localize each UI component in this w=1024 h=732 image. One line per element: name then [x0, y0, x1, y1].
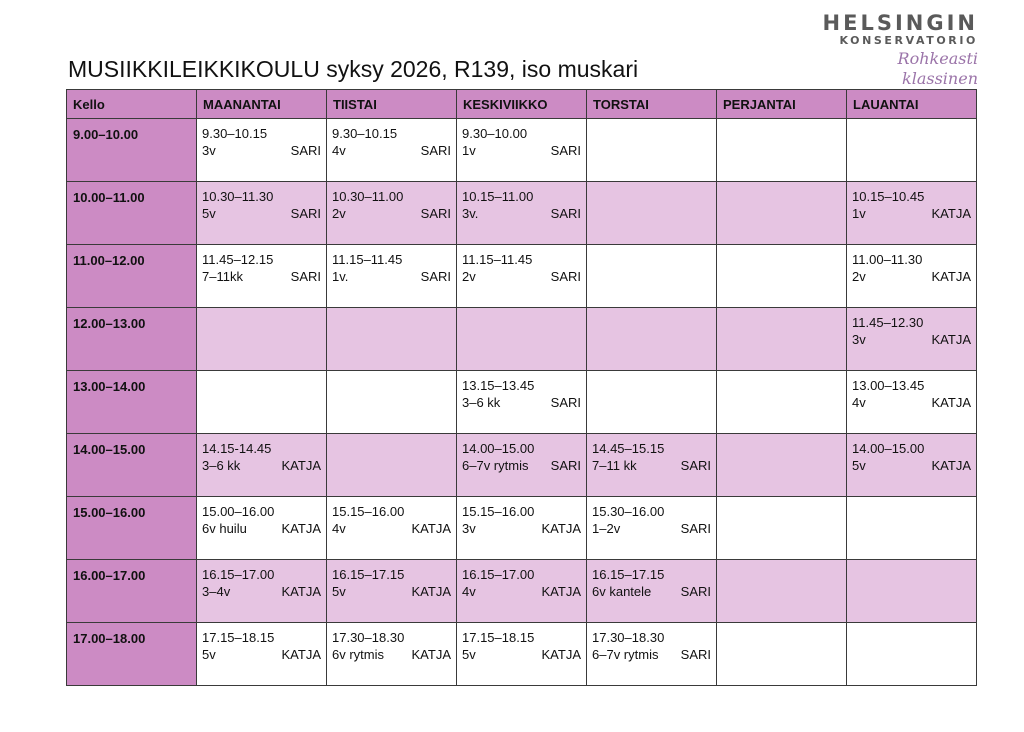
cell-friday	[717, 623, 847, 686]
cell-saturday	[847, 434, 977, 497]
lesson-info	[202, 268, 321, 285]
logo-line2: KONSERVATORIO	[839, 34, 978, 47]
header-tuesday: TIISTAI	[327, 90, 457, 119]
cell-thursday	[587, 560, 717, 623]
schedule-row	[67, 245, 977, 308]
cell-friday	[717, 371, 847, 434]
lesson-group: 5v	[202, 647, 216, 662]
cell-saturday	[847, 623, 977, 686]
cell-thursday	[587, 434, 717, 497]
lesson-entry	[457, 371, 586, 411]
lesson-time: 16.15–17.00	[202, 567, 275, 582]
lesson-teacher: KATJA	[541, 521, 581, 536]
lesson-group: 6–7v rytmis	[462, 458, 529, 473]
lesson-info	[202, 520, 321, 537]
lesson-time: 17.30–18.30	[332, 630, 405, 645]
lesson-group: 3v	[462, 521, 476, 536]
time-slot-label: 17.00–18.00	[67, 623, 197, 686]
lesson-teacher: KATJA	[411, 584, 451, 599]
lesson-info	[852, 268, 971, 285]
cell-saturday	[847, 119, 977, 182]
time-slot-label: 10.00–11.00	[67, 182, 197, 245]
lesson-group: 6v rytmis	[332, 647, 384, 662]
lesson-group: 1v	[852, 206, 866, 221]
lesson-entry	[457, 560, 586, 600]
cell-tuesday	[327, 245, 457, 308]
lesson-entry	[197, 182, 326, 222]
lesson-info	[332, 205, 451, 222]
lesson-time: 17.15–18.15	[202, 630, 275, 645]
lesson-entry	[197, 623, 326, 663]
lesson-teacher: KATJA	[411, 521, 451, 536]
lesson-teacher: SARI	[550, 206, 581, 221]
lesson-group: 5v	[852, 458, 866, 473]
cell-thursday	[587, 119, 717, 182]
cell-monday	[197, 560, 327, 623]
cell-friday	[717, 497, 847, 560]
lesson-entry	[457, 245, 586, 285]
lesson-teacher: SARI	[550, 269, 581, 284]
lesson-entry	[587, 434, 716, 474]
lesson-teacher: KATJA	[281, 647, 321, 662]
lesson-time: 17.30–18.30	[592, 630, 665, 645]
lesson-info	[462, 142, 581, 159]
lesson-entry	[197, 497, 326, 537]
lesson-teacher: SARI	[550, 143, 581, 158]
lesson-group: 7–11 kk	[592, 458, 637, 473]
lesson-time: 10.30–11.30	[202, 189, 274, 204]
lesson-time: 11.15–11.45	[462, 252, 533, 267]
cell-saturday	[847, 371, 977, 434]
lesson-info	[332, 646, 451, 663]
logo-line1: HELSINGIN	[822, 11, 978, 35]
lesson-group: 1v.	[332, 269, 349, 284]
lesson-group: 4v	[462, 584, 476, 599]
schedule-row	[67, 623, 977, 686]
lesson-time: 11.45–12.30	[852, 315, 924, 330]
lesson-time: 10.15–10.45	[852, 189, 925, 204]
cell-thursday	[587, 182, 717, 245]
lesson-teacher: KATJA	[931, 395, 971, 410]
cell-tuesday	[327, 623, 457, 686]
cell-wednesday	[457, 308, 587, 371]
schedule-row	[67, 308, 977, 371]
cell-monday	[197, 119, 327, 182]
lesson-info	[462, 646, 581, 663]
schedule-row	[67, 560, 977, 623]
cell-thursday	[587, 371, 717, 434]
lesson-time: 16.15–17.15	[592, 567, 665, 582]
lesson-teacher: KATJA	[281, 584, 321, 599]
lesson-info	[332, 520, 451, 537]
lesson-time: 10.15–11.00	[462, 189, 534, 204]
cell-tuesday	[327, 119, 457, 182]
lesson-info	[462, 268, 581, 285]
lesson-teacher: SARI	[420, 143, 451, 158]
lesson-entry	[847, 182, 976, 222]
lesson-teacher: SARI	[290, 143, 321, 158]
cell-tuesday	[327, 434, 457, 497]
header-thursday: TORSTAI	[587, 90, 717, 119]
lesson-group: 4v	[332, 143, 346, 158]
logo-tagline: Rohkeasti klassinen	[897, 49, 978, 88]
lesson-teacher: KATJA	[411, 647, 451, 662]
lesson-time: 10.30–11.00	[332, 189, 404, 204]
header-row	[67, 90, 977, 119]
lesson-info	[332, 268, 451, 285]
lesson-group: 6v kantele	[592, 584, 652, 599]
lesson-teacher: SARI	[680, 584, 711, 599]
cell-tuesday	[327, 497, 457, 560]
schedule-row	[67, 182, 977, 245]
lesson-entry	[327, 245, 456, 285]
lesson-info	[462, 205, 581, 222]
lesson-teacher: SARI	[290, 269, 321, 284]
lesson-teacher: SARI	[550, 458, 581, 473]
lesson-group: 3–4v	[202, 584, 231, 599]
cell-friday	[717, 434, 847, 497]
lesson-entry	[457, 119, 586, 159]
lesson-entry	[327, 119, 456, 159]
lesson-teacher: KATJA	[931, 458, 971, 473]
schedule-row	[67, 434, 977, 497]
cell-wednesday	[457, 560, 587, 623]
lesson-group: 2v	[852, 269, 866, 284]
lesson-time: 13.15–13.45	[462, 378, 535, 393]
lesson-group: 6v huilu	[202, 521, 247, 536]
lesson-group: 3v.	[462, 206, 479, 221]
header-wednesday: KESKIVIIKKO	[457, 90, 587, 119]
lesson-info	[592, 457, 711, 474]
lesson-teacher: KATJA	[931, 269, 971, 284]
lesson-time: 14.00–15.00	[852, 441, 925, 456]
schedule-row	[67, 119, 977, 182]
lesson-entry	[847, 308, 976, 348]
lesson-group: 5v	[332, 584, 346, 599]
lesson-info	[462, 520, 581, 537]
cell-monday	[197, 245, 327, 308]
time-slot-label: 16.00–17.00	[67, 560, 197, 623]
lesson-entry	[327, 623, 456, 663]
cell-monday	[197, 623, 327, 686]
lesson-entry	[197, 434, 326, 474]
lesson-group: 6–7v rytmis	[592, 647, 659, 662]
lesson-time: 13.00–13.45	[852, 378, 925, 393]
cell-wednesday	[457, 497, 587, 560]
lesson-info	[202, 142, 321, 159]
lesson-time: 9.30–10.15	[202, 126, 268, 141]
lesson-time: 16.15–17.00	[462, 567, 535, 582]
lesson-time: 17.15–18.15	[462, 630, 535, 645]
lesson-time: 15.30–16.00	[592, 504, 665, 519]
cell-thursday	[587, 308, 717, 371]
cell-friday	[717, 308, 847, 371]
lesson-info	[202, 646, 321, 663]
cell-tuesday	[327, 182, 457, 245]
cell-thursday	[587, 623, 717, 686]
cell-thursday	[587, 245, 717, 308]
lesson-info	[462, 583, 581, 600]
time-slot-label: 14.00–15.00	[67, 434, 197, 497]
lesson-entry	[587, 560, 716, 600]
schedule-row	[67, 371, 977, 434]
lesson-entry	[587, 623, 716, 663]
lesson-teacher: KATJA	[541, 584, 581, 599]
lesson-info	[462, 457, 581, 474]
lesson-group: 5v	[462, 647, 476, 662]
lesson-group: 3v	[202, 143, 216, 158]
time-slot-label: 9.00–10.00	[67, 119, 197, 182]
lesson-time: 11.15–11.45	[332, 252, 403, 267]
cell-wednesday	[457, 623, 587, 686]
cell-wednesday	[457, 371, 587, 434]
lesson-info	[592, 646, 711, 663]
cell-wednesday	[457, 245, 587, 308]
lesson-group: 3–6 kk	[462, 395, 501, 410]
time-slot-label: 15.00–16.00	[67, 497, 197, 560]
lesson-info	[462, 394, 581, 411]
header-monday: MAANANTAI	[197, 90, 327, 119]
lesson-group: 7–11kk	[202, 269, 243, 284]
schedule-row	[67, 497, 977, 560]
cell-tuesday	[327, 308, 457, 371]
lesson-group: 3–6 kk	[202, 458, 241, 473]
time-slot-label: 11.00–12.00	[67, 245, 197, 308]
lesson-info	[852, 205, 971, 222]
lesson-group: 4v	[332, 521, 346, 536]
lesson-teacher: KATJA	[931, 332, 971, 347]
lesson-info	[852, 457, 971, 474]
lesson-group: 5v	[202, 206, 216, 221]
cell-wednesday	[457, 182, 587, 245]
header-kello: Kello	[67, 90, 197, 119]
lesson-entry	[847, 371, 976, 411]
cell-tuesday	[327, 560, 457, 623]
cell-monday	[197, 371, 327, 434]
lesson-teacher: SARI	[420, 206, 451, 221]
cell-monday	[197, 497, 327, 560]
lesson-time: 14.00–15.00	[462, 441, 535, 456]
lesson-entry	[457, 434, 586, 474]
lesson-time: 14.45–15.15	[592, 441, 665, 456]
lesson-info	[332, 142, 451, 159]
lesson-teacher: SARI	[680, 458, 711, 473]
lesson-info	[202, 457, 321, 474]
cell-friday	[717, 182, 847, 245]
cell-saturday	[847, 245, 977, 308]
lesson-time: 9.30–10.15	[332, 126, 398, 141]
cell-saturday	[847, 182, 977, 245]
time-slot-label: 13.00–14.00	[67, 371, 197, 434]
lesson-teacher: SARI	[420, 269, 451, 284]
lesson-teacher: KATJA	[931, 206, 971, 221]
header-friday: PERJANTAI	[717, 90, 847, 119]
lesson-info	[592, 583, 711, 600]
cell-saturday	[847, 497, 977, 560]
cell-wednesday	[457, 434, 587, 497]
cell-friday	[717, 245, 847, 308]
lesson-entry	[457, 623, 586, 663]
lesson-entry	[847, 434, 976, 474]
time-slot-label: 12.00–13.00	[67, 308, 197, 371]
lesson-entry	[457, 497, 586, 537]
cell-saturday	[847, 560, 977, 623]
lesson-entry	[327, 182, 456, 222]
lesson-entry	[197, 119, 326, 159]
lesson-time: 11.45–12.15	[202, 252, 274, 267]
page-title: MUSIIKKILEIKKIKOULU syksy 2026, R139, iso muskari	[68, 56, 639, 82]
lesson-entry	[327, 560, 456, 600]
lesson-entry	[847, 245, 976, 285]
cell-friday	[717, 560, 847, 623]
cell-thursday	[587, 497, 717, 560]
header-saturday: LAUANTAI	[847, 90, 977, 119]
lesson-teacher: SARI	[680, 647, 711, 662]
lesson-info	[332, 583, 451, 600]
cell-monday	[197, 434, 327, 497]
lesson-teacher: SARI	[550, 395, 581, 410]
lesson-info	[202, 583, 321, 600]
lesson-entry	[587, 497, 716, 537]
lesson-entry	[327, 497, 456, 537]
lesson-info	[852, 394, 971, 411]
cell-monday	[197, 308, 327, 371]
lesson-group: 1–2v	[592, 521, 621, 536]
lesson-group: 2v	[462, 269, 476, 284]
lesson-time: 11.00–11.30	[852, 252, 923, 267]
schedule-body	[67, 119, 977, 686]
lesson-time: 15.15–16.00	[462, 504, 535, 519]
lesson-teacher: KATJA	[281, 521, 321, 536]
lesson-time: 15.00–16.00	[202, 504, 275, 519]
lesson-time: 14.15-14.45	[202, 441, 272, 456]
lesson-teacher: SARI	[680, 521, 711, 536]
lesson-group: 2v	[332, 206, 346, 221]
lesson-teacher: KATJA	[541, 647, 581, 662]
cell-monday	[197, 182, 327, 245]
cell-friday	[717, 119, 847, 182]
lesson-entry	[197, 560, 326, 600]
lesson-teacher: SARI	[290, 206, 321, 221]
lesson-time: 9.30–10.00	[462, 126, 528, 141]
lesson-entry	[197, 245, 326, 285]
lesson-info	[202, 205, 321, 222]
lesson-group: 1v	[462, 143, 476, 158]
lesson-group: 3v	[852, 332, 866, 347]
cell-wednesday	[457, 119, 587, 182]
lesson-time: 15.15–16.00	[332, 504, 405, 519]
cell-tuesday	[327, 371, 457, 434]
cell-saturday	[847, 308, 977, 371]
lesson-info	[592, 520, 711, 537]
lesson-entry	[457, 182, 586, 222]
lesson-teacher: KATJA	[281, 458, 321, 473]
lesson-time: 16.15–17.15	[332, 567, 405, 582]
schedule-table	[66, 89, 977, 686]
lesson-group: 4v	[852, 395, 866, 410]
lesson-info	[852, 331, 971, 348]
logo	[818, 12, 978, 89]
